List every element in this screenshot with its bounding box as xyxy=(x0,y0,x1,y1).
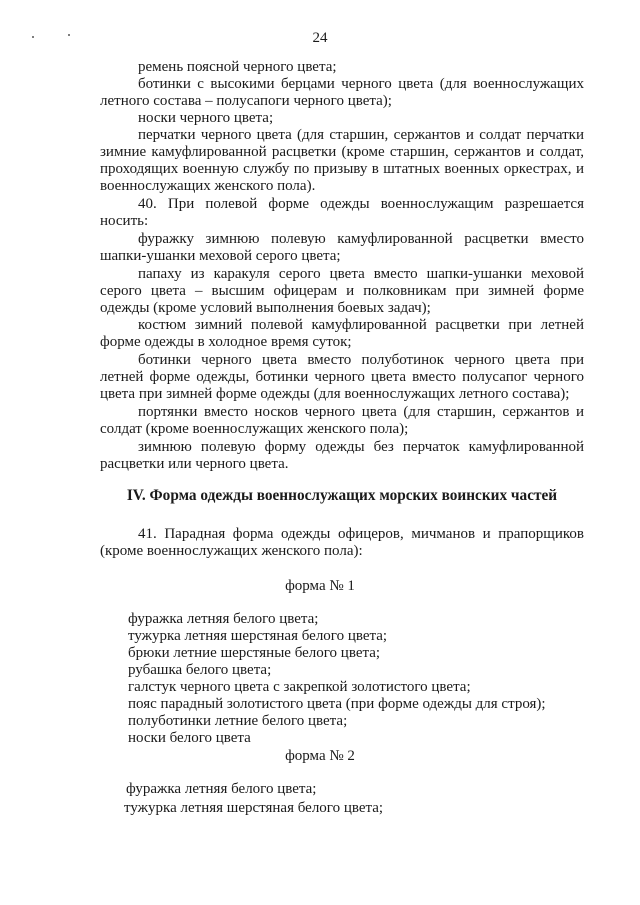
paragraph: ремень поясной черного цвета; xyxy=(138,59,337,75)
paragraph: ботинки с высокими берцами черного цвета (для военнослужащих летного состава – полусапоги черного цвета); xyxy=(100,76,584,109)
paragraph: зимнюю полевую форму одежды без перчаток камуфлированной расцветки или черного цвета. xyxy=(100,439,584,472)
list-item: галстук черного цвета с закрепкой золотистого цвета; xyxy=(128,679,471,695)
list-item: фуражка летняя белого цвета; xyxy=(126,781,317,797)
form-title: форма № 2 xyxy=(285,748,355,764)
list-item: полуботинки летние белого цвета; xyxy=(128,713,348,729)
paragraph: 40. При полевой форме одежды военнослужащим разрешается носить: xyxy=(100,196,584,229)
list-item: пояс парадный золотистого цвета (при форме одежды для строя); xyxy=(128,696,546,712)
list-item: брюки летние шерстяные белого цвета; xyxy=(128,645,381,661)
paragraph: 41. Парадная форма одежды офицеров, мичманов и прапорщиков (кроме военнослужащих женского пола): xyxy=(100,526,584,559)
list-item: фуражка летняя белого цвета; xyxy=(128,611,319,627)
paragraph: фуражку зимнюю полевую камуфлированной расцветки вместо шапки-ушанки меховой серого цвета; xyxy=(100,231,584,264)
paragraph: портянки вместо носков черного цвета (для старшин, сержантов и солдат (кроме военнослужащих женского пола); xyxy=(100,404,584,437)
paragraph: носки черного цвета; xyxy=(138,110,274,126)
paragraph: папаху из каракуля серого цвета вместо шапки-ушанки меховой серого цвета – высшим офицерам и полковникам при зимней форме одежды (кроме условий выполнения боевых задач); xyxy=(100,266,584,316)
page-number: 24 xyxy=(312,30,328,46)
section-heading: IV. Форма одежды военнослужащих морских воинских частей xyxy=(126,487,558,504)
list-item: носки белого цвета xyxy=(128,730,251,746)
paragraph: костюм зимний полевой камуфлированной расцветки при летней форме одежды в холодное время суток; xyxy=(100,317,584,350)
list-item: тужурка летняя шерстяная белого цвета; xyxy=(128,628,388,644)
form-title: форма № 1 xyxy=(285,578,355,594)
list-item: рубашка белого цвета; xyxy=(128,662,272,678)
list-item: тужурка летняя шерстяная белого цвета; xyxy=(124,800,384,816)
paragraph: ботинки черного цвета вместо полуботинок черного цвета при летней форме одежды, ботинки черного цвета вместо полусапог черного цвета при зимней форме одежды (для военнослужащих летного состава); xyxy=(100,352,584,402)
paragraph: перчатки черного цвета (для старшин, сержантов и солдат перчатки зимние камуфлированной расцветки (кроме старшин, сержантов и солдат, проходящих военную службу по призыву в штатных военных оркестрах, и военнослужащих женского пола). xyxy=(100,127,584,194)
